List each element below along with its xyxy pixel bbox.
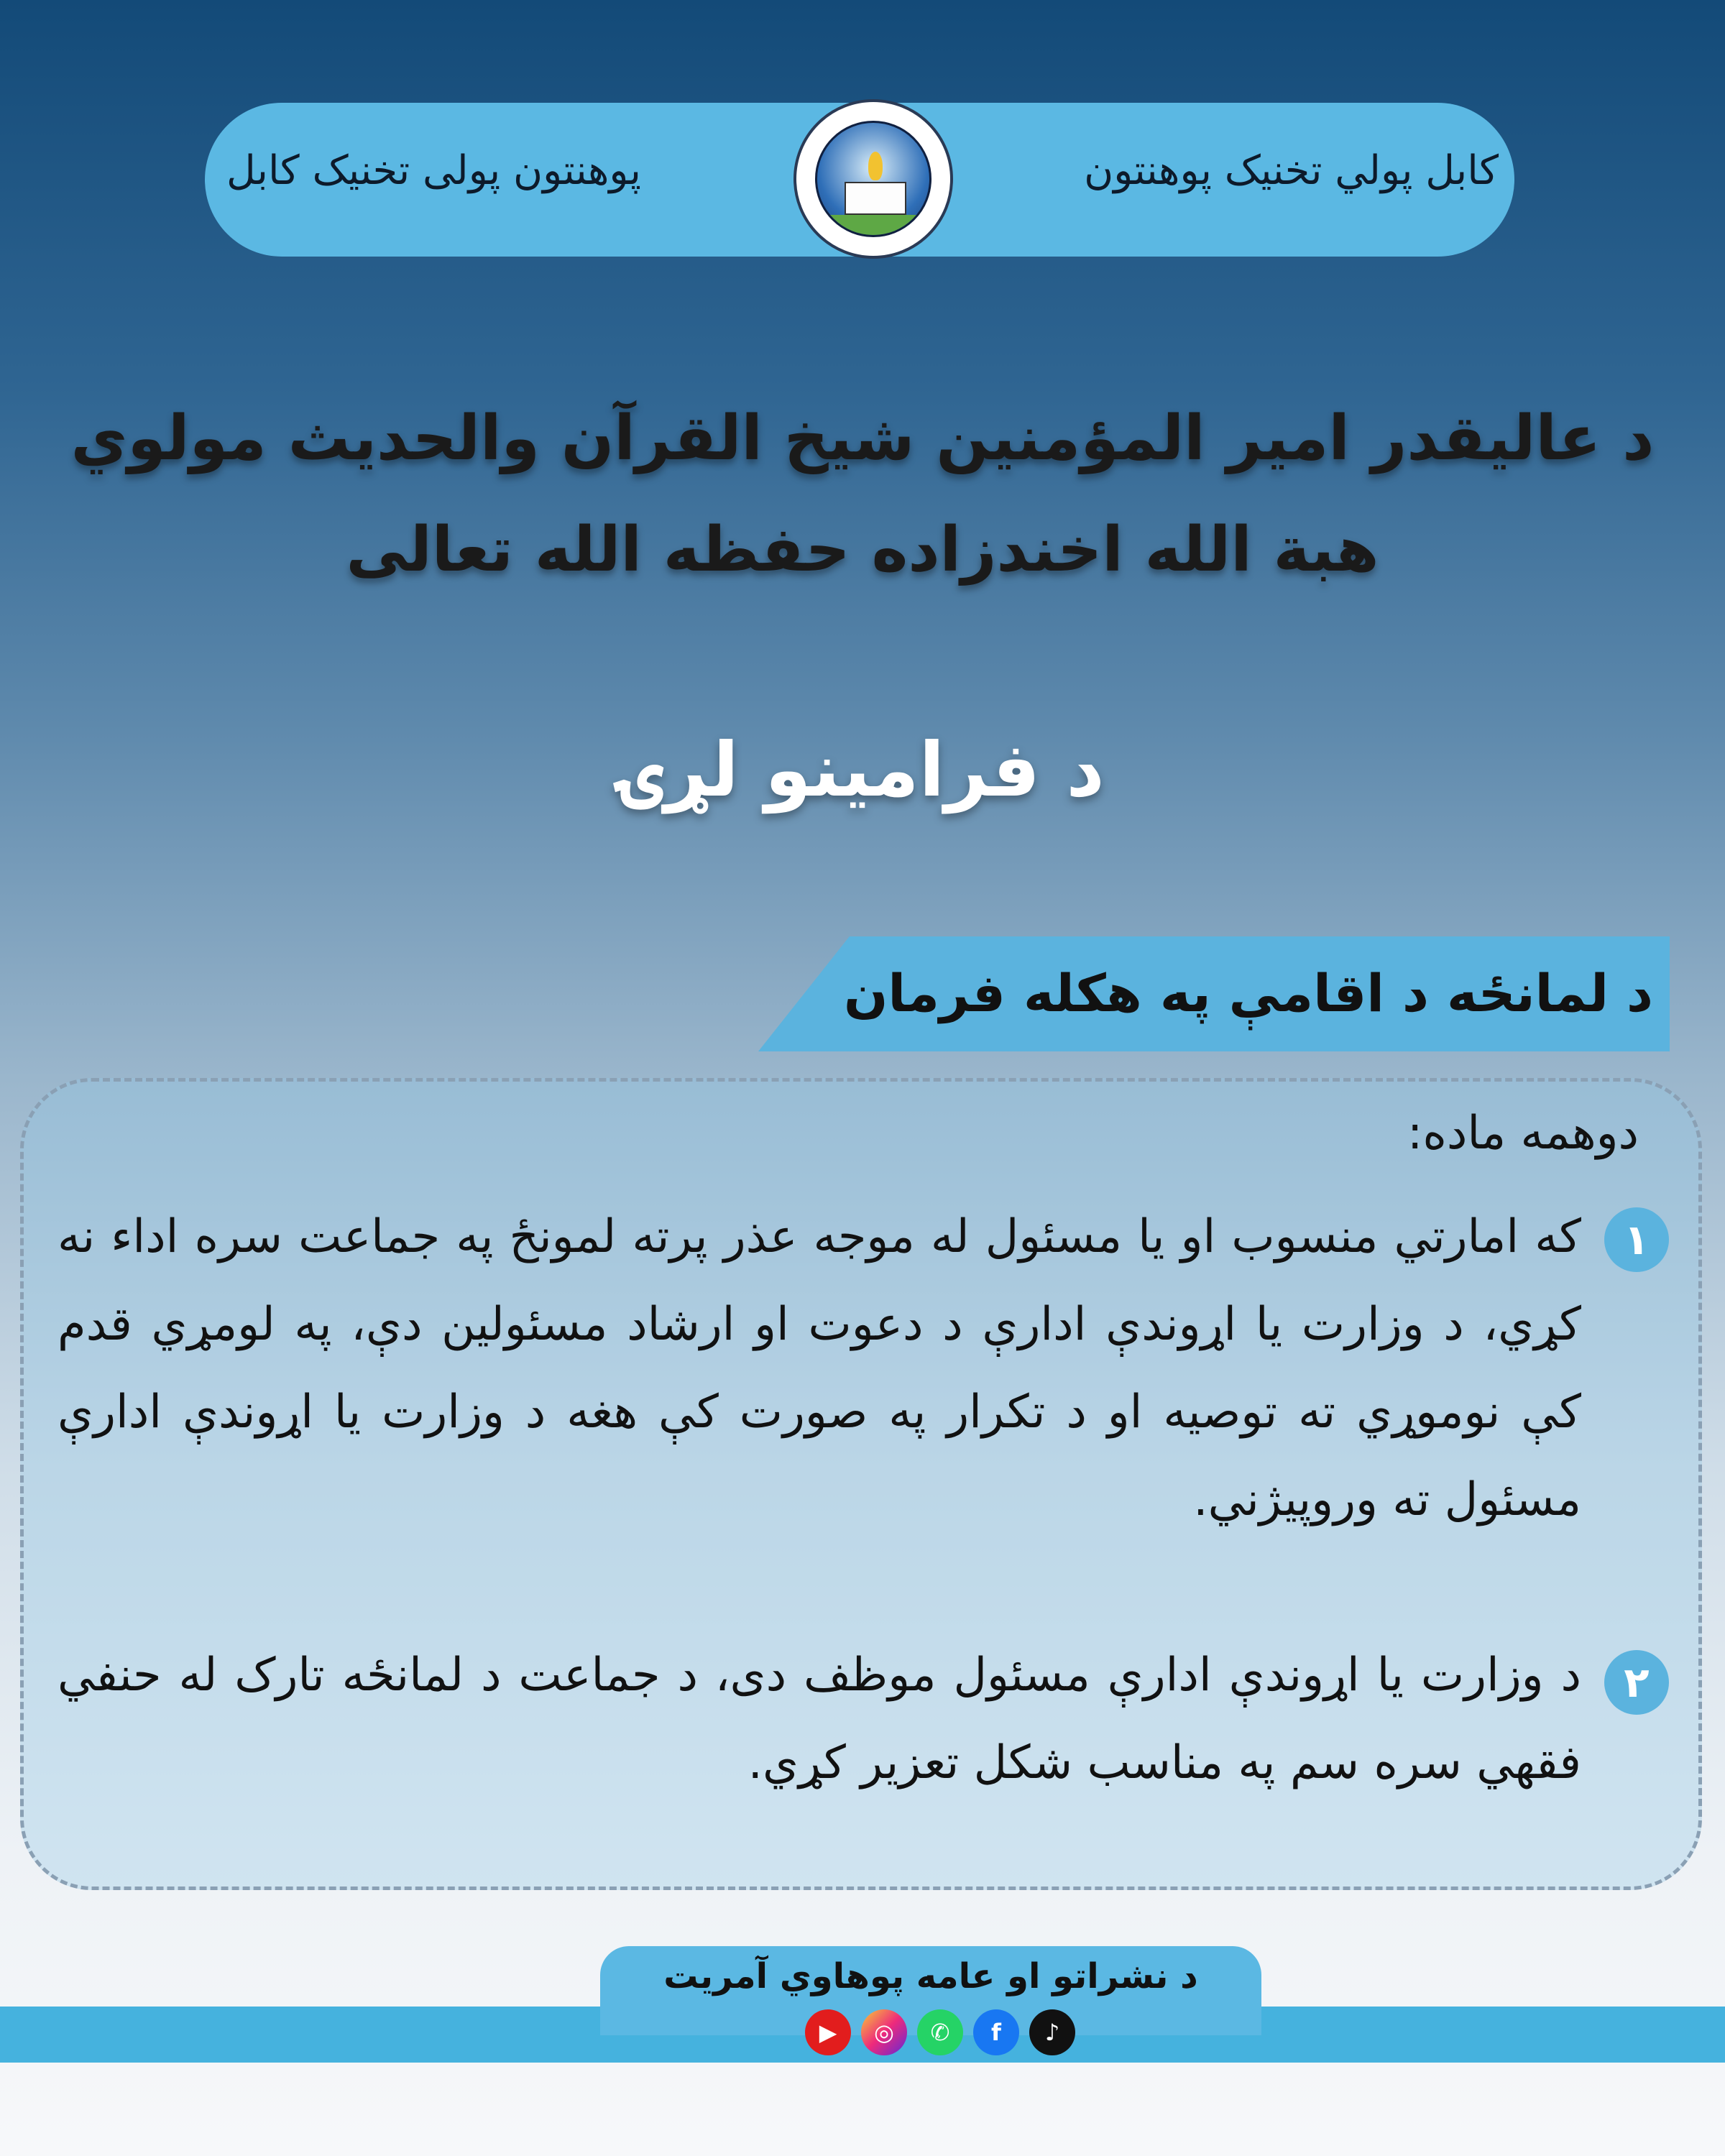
university-name-left: پوهنتون پولی تخنیک کابل: [226, 147, 641, 194]
social-icons: [805, 2009, 1075, 2055]
university-name-right: کابل پولي تخنیک پوهنتون: [1084, 147, 1499, 194]
article-heading: دوهمه ماده:: [1407, 1107, 1639, 1160]
whatsapp-icon[interactable]: ✆: [917, 2009, 963, 2055]
section-title: د لمانځه د اقامې په هکله فرمان: [843, 963, 1653, 1023]
torch-flame-icon: [868, 152, 883, 180]
youtube-icon[interactable]: ▶: [805, 2009, 851, 2055]
page-title-line-2: هبة الله اخندزاده حفظه الله تعالی: [346, 514, 1379, 586]
page-title-line-1: د عالیقدر امیر المؤمنین شیخ القرآن والحدیث مولوي: [70, 402, 1655, 474]
logo-emblem: [815, 121, 932, 237]
facebook-icon[interactable]: f: [973, 2009, 1019, 2055]
tiktok-icon[interactable]: ♪: [1029, 2009, 1075, 2055]
item-number-badge: ۱: [1604, 1207, 1669, 1272]
university-logo: [794, 99, 953, 259]
logo-ground: [817, 215, 932, 237]
item-number-badge: ۲: [1604, 1650, 1669, 1715]
list-item: که امارتي منسوب او یا مسئول له موجه عذر پرته لمونځ په جماعت سره اداء نه کړي، د وزارت یا اړوندې ادارې د دعوت او ارشاد مسئولین دې، په لومړي قدم کې نوموړي ته توصیه او د تکرار په صورت کې هغه د وزارت یا اړوندې ادارې مسئول ته وروپیژني.: [58, 1210, 1581, 1526]
series-title: د فرامینو لړۍ: [620, 726, 1105, 814]
list-item: د وزارت یا اړوندې ادارې مسئول موظف دی، د جماعت د لمانځه تارک له حنفي فقهي سره سم په مناسب شکل تعزیر کړي.: [58, 1649, 1581, 1789]
instagram-icon[interactable]: ◎: [861, 2009, 907, 2055]
open-book-icon: [845, 182, 906, 215]
footer-department: د نشراتو او عامه پوهاوي آمریت: [663, 1956, 1198, 1996]
